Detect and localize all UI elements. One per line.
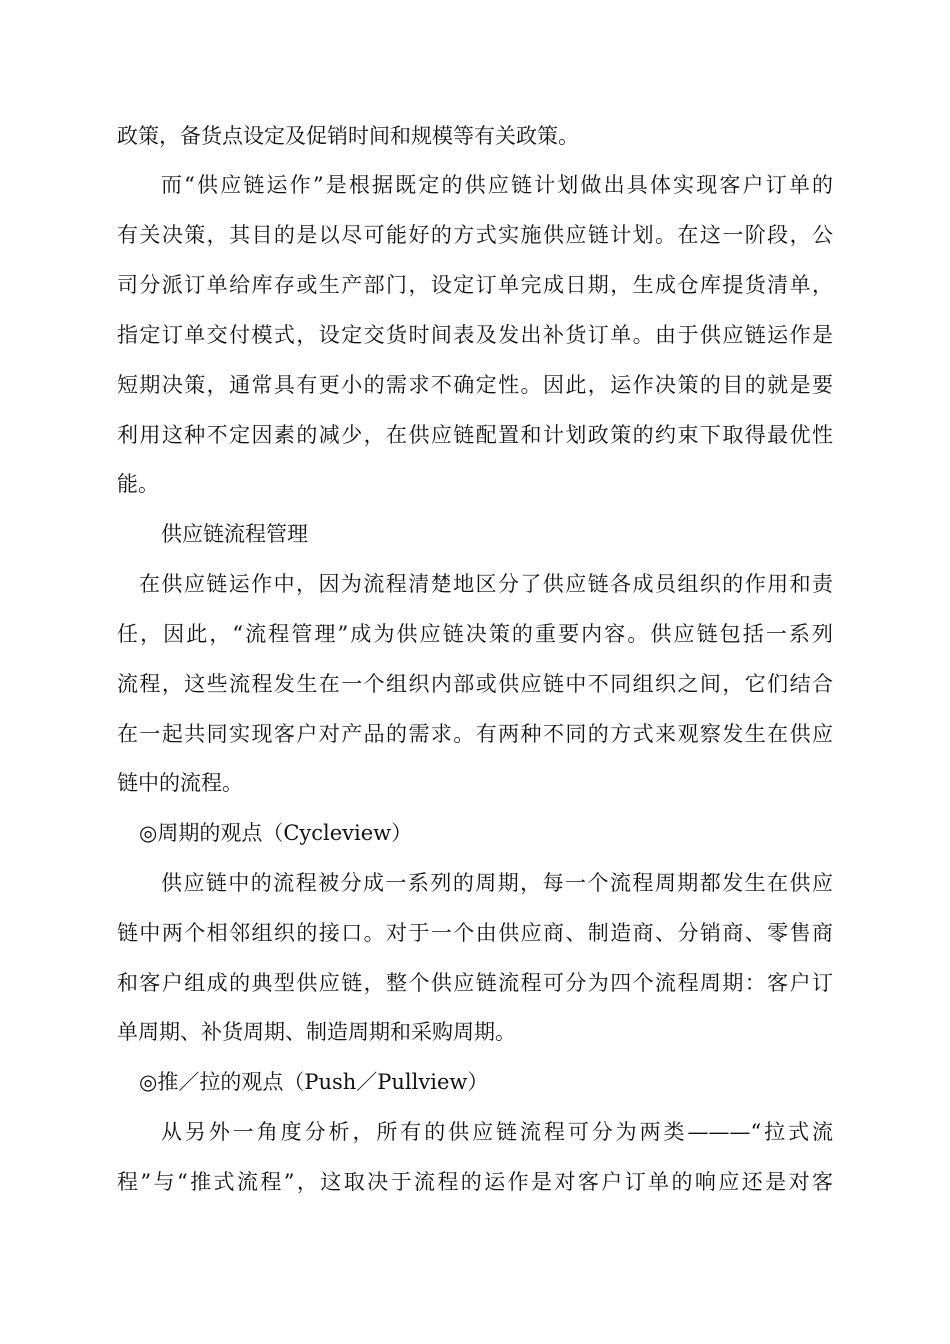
text-line: 政策，备货点设定及促销时间和规模等有关政策。 xyxy=(117,124,579,148)
text-line: 在一起共同实现客户对产品的需求。有两种不同的方式来观察发生在供应 xyxy=(117,722,833,746)
text-line: 利用这种不定因素的减少，在供应链配置和计划政策的约束下取得最优性 xyxy=(117,423,833,447)
bullet-heading-push-pull-view: ◎推／拉的观点（Push／Pullview） xyxy=(139,1070,489,1094)
section-heading: 供应链流程管理 xyxy=(161,522,308,546)
paragraph-first-line: 供应链中的流程被分成一系列的周期，每一个流程周期都发生在供应 xyxy=(161,871,833,895)
text-line: 单周期、补货周期、制造周期和采购周期。 xyxy=(117,1020,516,1044)
text-line: 链中的流程。 xyxy=(117,771,243,795)
text-line: 链中两个相邻组织的接口。对于一个由供应商、制造商、分销商、零售商 xyxy=(117,921,833,945)
text-line: 程”与“推式流程”，这取决于流程的运作是对客户订单的响应还是对客 xyxy=(117,1170,833,1194)
bullet-heading-cycle-view: ◎周期的观点（Cycleview） xyxy=(139,821,413,845)
text-line: 能。 xyxy=(117,472,159,496)
text-line: 短期决策，通常具有更小的需求不确定性。因此，运作决策的目的就是要 xyxy=(117,373,833,397)
text-line: 流程，这些流程发生在一个组织内部或供应链中不同组织之间，它们结合 xyxy=(117,672,833,696)
text-line: 和客户组成的典型供应链，整个供应链流程可分为四个流程周期：客户订 xyxy=(117,971,833,995)
text-line: 任，因此，“流程管理”成为供应链决策的重要内容。供应链包括一系列 xyxy=(117,622,833,646)
text-line: 有关决策，其目的是以尽可能好的方式实施供应链计划。在这一阶段，公 xyxy=(117,223,833,247)
paragraph-first-line: 从另外一角度分析，所有的供应链流程可分为两类———“拉式流 xyxy=(161,1120,833,1144)
paragraph-first-line: 在供应链运作中，因为流程清楚地区分了供应链各成员组织的作用和责 xyxy=(139,572,833,596)
text-line: 指定订单交付模式，设定交货时间表及发出补货订单。由于供应链运作是 xyxy=(117,323,833,347)
text-line: 司分派订单给库存或生产部门，设定订单完成日期，生成仓库提货清单， xyxy=(117,273,833,297)
paragraph-first-line: 而“供应链运作”是根据既定的供应链计划做出具体实现客户订单的 xyxy=(161,173,833,197)
